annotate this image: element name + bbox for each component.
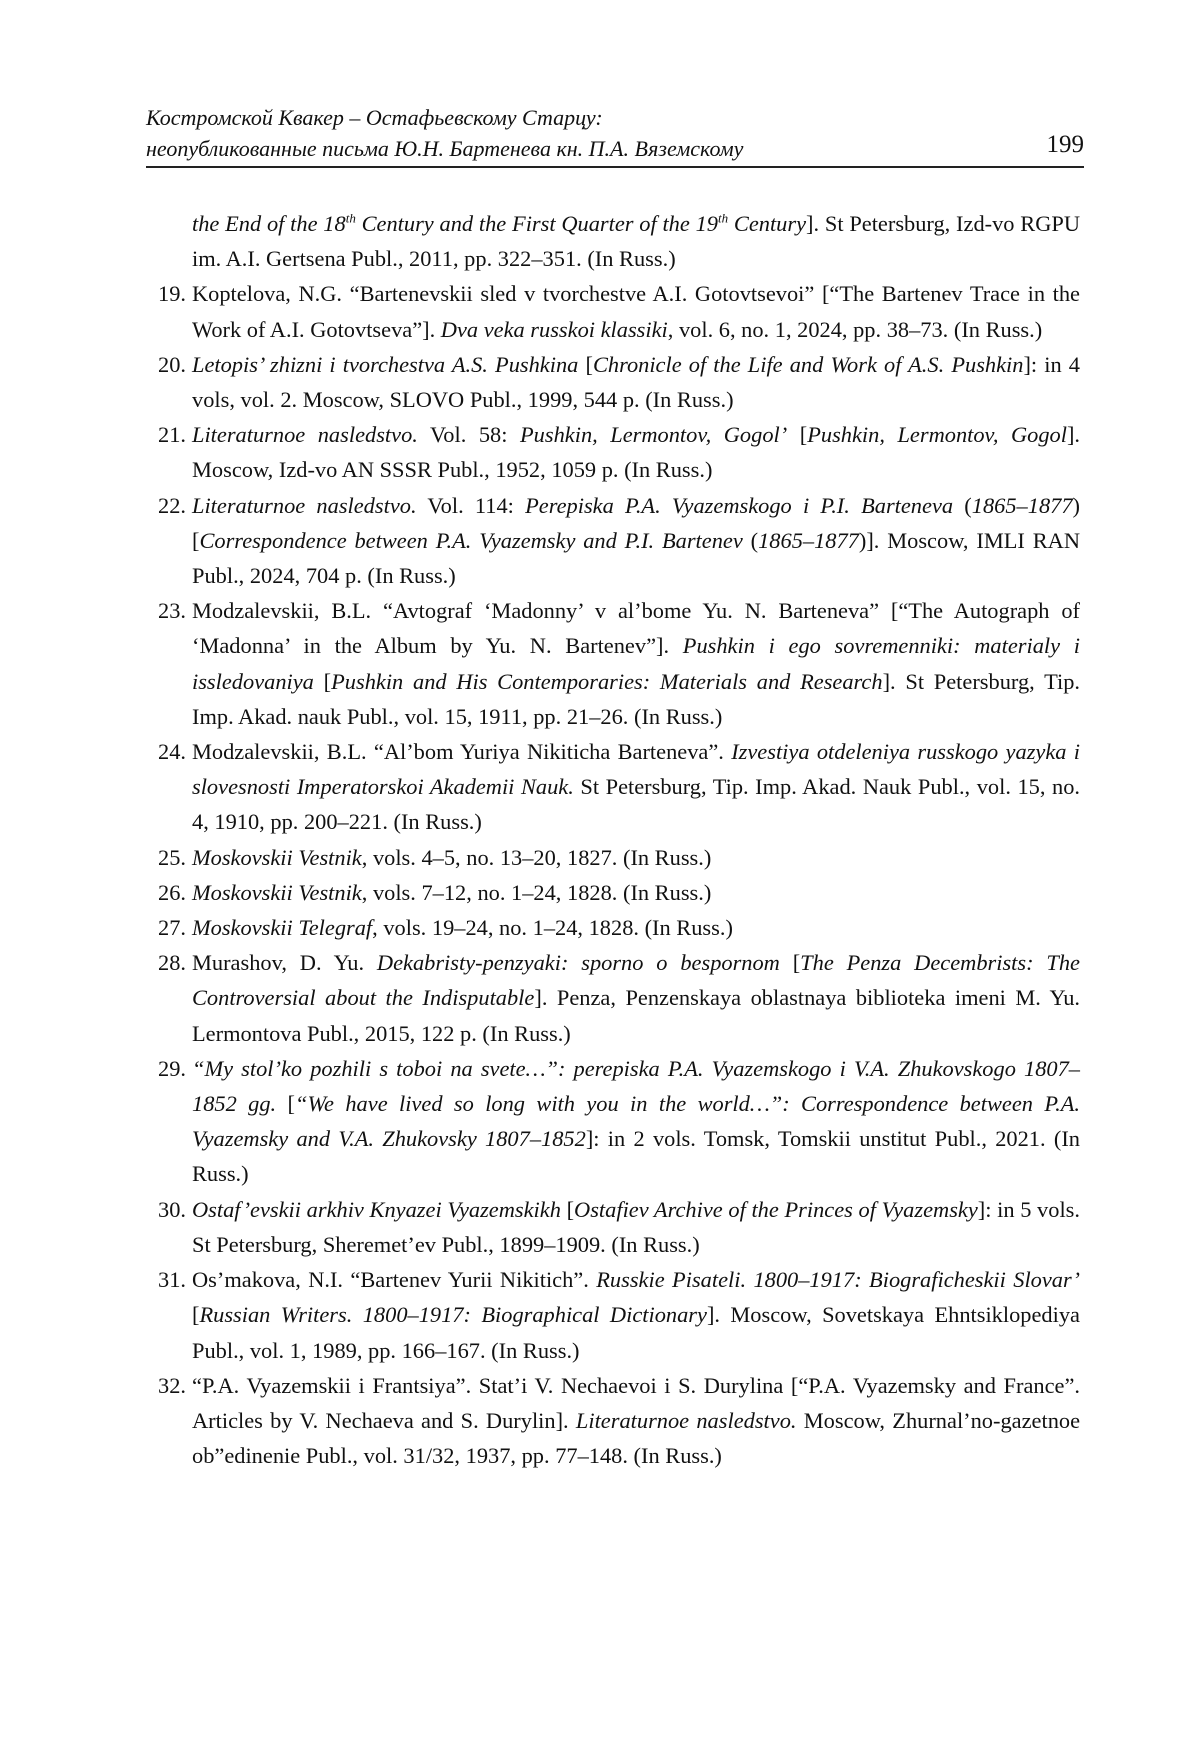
reference-superscript: th (717, 210, 729, 226)
reference-text: Ostafiev Archive of the Princes of Vyazemsky (574, 1196, 978, 1222)
reference-text: Modzalevskii, B.L. “Avtograf ‘Madonny’ v al’bome Yu. N. Barteneva” [“The Autograph of ‘Madonna’ in the Album by Yu. N. Bartenev”]. (192, 598, 1080, 659)
reference-text: Dva veka russkoi klassiki (440, 316, 668, 342)
reference-text: [ (787, 422, 808, 448)
reference-number: 32. (158, 1372, 186, 1398)
reference-number: 23. (158, 598, 186, 624)
page-number: 199 (1046, 131, 1084, 158)
reference-text: Pushkin i ego sovremenniki: materialy i issledovaniya (192, 633, 1080, 694)
reference-text: Izvestiya otdeleniya russkogo yazyka i slovesnosti Imperatorskoi Akademii Nauk. (192, 739, 1081, 800)
reference-text: Letopis’ zhizni i tvorchestva A.S. Pushkina (192, 351, 579, 377)
reference-text: Russkie Pisateli. 1800–1917: Biograficheskii Slovar’ (596, 1267, 1081, 1293)
reference-text: [ (313, 668, 332, 694)
reference-text: [ (779, 950, 801, 976)
reference-text: ]: in 2 vols. Tomsk, Tomskii unstitut Publ., 2021. (In Russ.) (192, 1126, 1080, 1187)
reference-item (146, 593, 1080, 734)
reference-text: St Petersburg, Tip. Imp. Akad. Nauk Publ., vol. 15, no. 4, 1910, pp. 200–221. (In Russ.) (192, 774, 1081, 835)
reference-text: [ (560, 1196, 575, 1222)
reference-text: Vol. 58: (417, 422, 520, 448)
reference-text: “We have lived so long with you in the world…”: Correspondence between P.A. Vyazemsky and V.A. Zhukovsky 1807–1852 (192, 1091, 1080, 1152)
reference-text: Moscow, Zhurnal’no-gazetnoe ob”edinenie Publ., vol. 31/32, 1937, pp. 77–148. (In Russ.) (192, 1407, 1081, 1469)
reference-text: Ostaf’evskii arkhiv Knyazei Vyazemskikh (192, 1196, 561, 1222)
reference-item (146, 945, 1080, 1051)
reference-item (146, 1368, 1080, 1474)
reference-text: Pushkin, Lermontov, Gogol (807, 422, 1067, 448)
reference-number: 19. (158, 281, 186, 307)
reference-text: [ (578, 351, 593, 377)
reference-item (146, 875, 1080, 910)
reference-list (146, 206, 1080, 1473)
reference-number: 28. (158, 950, 186, 976)
reference-text: ) [ (192, 492, 1080, 553)
reference-text: Literaturnoe nasledstvo. (575, 1407, 797, 1433)
reference-text: Murashov, D. Yu. (192, 950, 377, 976)
reference-item (146, 206, 1080, 276)
reference-text: Perepiska P.A. Vyazemskogo i P.I. Barteneva (525, 492, 954, 518)
reference-item (146, 840, 1080, 875)
running-head-line-2: неопубликованные письма Ю.Н. Бартенева кн. П.А. Вяземскому (146, 136, 744, 161)
reference-number: 29. (158, 1055, 186, 1081)
reference-text: ]: in 5 vols. St Petersburg, Sheremet’ev Publ., 1899–1909. (In Russ.) (192, 1196, 1080, 1257)
running-head-line-1: Костромской Квакер – Остафьевскому Старцу: (146, 105, 603, 130)
reference-text: Correspondence between P.A. Vyazemsky and P.I. Bartenev (199, 527, 743, 553)
reference-item (146, 276, 1080, 346)
reference-text: Moskovskii Telegraf (192, 915, 373, 941)
reference-item (146, 910, 1080, 945)
reference-item (146, 488, 1080, 594)
reference-superscript: th (345, 210, 356, 226)
reference-text: Pushkin and His Contemporaries: Materials and Research (331, 668, 883, 694)
reference-text: Literaturnoe nasledstvo. (192, 422, 418, 448)
reference-text: ]. Penza, Penzenskaya oblastnaya biblioteka imeni M. Yu. Lermontova Publ., 2015, 122 p. (In Russ.) (192, 985, 1081, 1046)
reference-text: 1865–1877 (971, 492, 1073, 518)
reference-text: ]. Moscow, Sovetskaya Ehntsiklopediya Publ., vol. 1, 1989, pp. 166–167. (In Russ.) (192, 1302, 1080, 1363)
reference-text: Century (728, 211, 807, 236)
reference-text: Dekabristy-penzyaki: sporno o bespornom (376, 950, 780, 976)
reference-text: ]. St Petersburg, Izd-vo RGPU im. A.I. Gertsena Publ., 2011, pp. 322–351. (In Russ.) (192, 211, 1080, 272)
reference-text: ]: in 4 vols, vol. 2. Moscow, SLOVO Publ., 1999, 544 p. (In Russ.) (192, 351, 1080, 413)
reference-item (146, 1192, 1080, 1262)
reference-number: 24. (158, 739, 186, 765)
reference-text: , vol. 6, no. 1, 2024, pp. 38–73. (In Russ.) (667, 316, 1043, 342)
reference-item (146, 1262, 1080, 1368)
reference-number: 31. (158, 1267, 186, 1293)
reference-text: ]. St Petersburg, Tip. Imp. Akad. nauk Publ., vol. 15, 1911, pp. 21–26. (In Russ.) (192, 668, 1080, 729)
reference-item (146, 1051, 1080, 1192)
reference-text: , vols. 4–5, no. 13–20, 1827. (In Russ.) (361, 844, 712, 870)
reference-text: [ (276, 1091, 295, 1117)
reference-text: , vols. 7–12, no. 1–24, 1828. (In Russ.) (361, 879, 712, 905)
reference-number: 20. (158, 351, 186, 377)
reference-text: Literaturnoe nasledstvo. (192, 492, 417, 518)
reference-text: Modzalevskii, B.L. “Al’bom Yuriya Nikiticha Barteneva”. (192, 739, 732, 765)
reference-number: 26. (158, 879, 186, 905)
reference-text: Russian Writers. 1800–1917: Biographical Dictionary (199, 1302, 707, 1328)
reference-text: “My stol’ko pozhili s toboi na svete…”: perepiska P.A. Vyazemskogo i V.A. Zhukovskogo 1807–1852 gg. (192, 1055, 1080, 1117)
reference-text: 1865–1877 (758, 527, 859, 553)
reference-number: 27. (158, 915, 186, 941)
reference-text: , vols. 19–24, no. 1–24, 1828. (In Russ.) (372, 915, 733, 941)
running-head (146, 102, 1084, 164)
reference-number: 25. (158, 844, 186, 870)
reference-text: ( (742, 527, 759, 553)
reference-item (146, 734, 1080, 840)
header-rule (146, 166, 1084, 168)
reference-text: Moskovskii Vestnik (192, 879, 362, 905)
reference-number: 22. (158, 492, 186, 518)
reference-text: The Penza Decembrists: The Controversial about the Indisputable (192, 950, 1080, 1011)
reference-text: )]. Moscow, IMLI RAN Publ., 2024, 704 p. (In Russ.) (192, 527, 1080, 589)
reference-number: 30. (158, 1196, 186, 1222)
reference-text: [ (192, 1302, 200, 1328)
reference-text: Pushkin, Lermontov, Gogol’ (520, 422, 788, 448)
reference-number: 21. (158, 422, 186, 448)
reference-text: Chronicle of the Life and Work of A.S. Pushkin (592, 351, 1024, 377)
reference-text: Moskovskii Vestnik (192, 844, 362, 870)
reference-text: Vol. 114: (416, 492, 526, 518)
reference-text: Century and the First Quarter of the 19 (355, 211, 718, 236)
reference-text: ]. Moscow, Izd-vo AN SSSR Publ., 1952, 1059 p. (In Russ.) (192, 422, 1081, 483)
reference-text: Os’makova, N.I. “Bartenev Yurii Nikitich”. (192, 1267, 597, 1293)
reference-item (146, 417, 1080, 487)
reference-text: ( (953, 492, 972, 518)
reference-text: the End of the 18 (192, 211, 346, 236)
reference-text: “P.A. Vyazemskii i Frantsiya”. Stat’i V. Nechaevoi i S. Durylina [“P.A. Vyazemsky and France”. Articles by V. Nechaeva and S. Durylin]. (192, 1372, 1080, 1433)
reference-item (146, 347, 1080, 417)
reference-text: Koptelova, N.G. “Bartenevskii sled v tvorchestve A.I. Gotovtsevoi” [“The Bartenev Trace in the Work of A.I. Gotovtseva”]. (192, 281, 1080, 342)
